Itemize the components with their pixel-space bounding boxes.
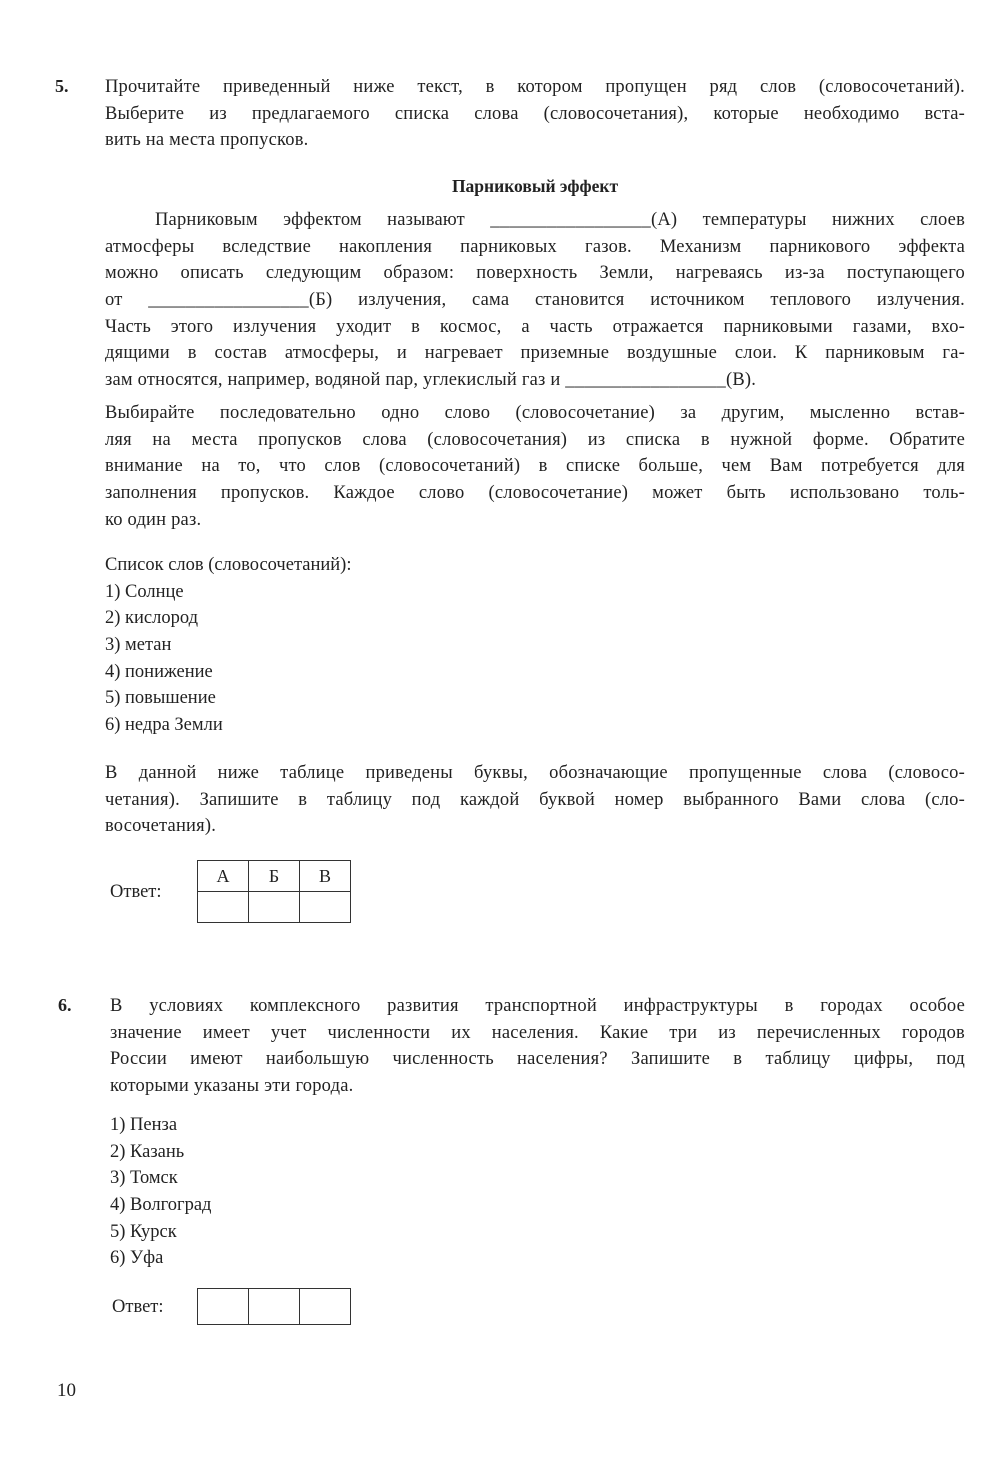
list-item: 4) Волгоград <box>110 1195 212 1216</box>
text-line: четания). Запишите в таблицу под каждой буквой номер выбранного Вами слова (сло- <box>105 789 965 810</box>
text-line: В данной ниже таблице приведены буквы, обозначающие пропущенные слова (словосо- <box>105 763 965 783</box>
list-item: 3) метан <box>105 635 172 656</box>
text-line: дящими в состав атмосферы, и нагревает приземные воздушные слои. К парниковым га- <box>105 343 965 364</box>
list-item: 4) понижение <box>105 661 213 682</box>
question-6-number: 6. <box>58 995 72 1015</box>
list-item: 2) кислород <box>105 608 198 629</box>
list-item: 5) Курск <box>110 1221 177 1242</box>
column-header-b: Б <box>249 861 300 892</box>
text-line: Выберите из предлагаемого списка слова (словосочетания), которые необходимо вста- <box>105 103 965 124</box>
answer-label: Ответ: <box>110 882 162 902</box>
list-item: 1) Пенза <box>110 1115 178 1135</box>
answer-cell-2[interactable] <box>249 1289 300 1325</box>
text-line: ко один раз. <box>105 509 202 530</box>
text-title: Парниковый эффект <box>451 176 619 196</box>
text-line: ляя на места пропусков слова (словосочетания) из списка в нужной форме. Обратите <box>105 429 965 450</box>
list-item: 6) Уфа <box>110 1248 164 1269</box>
text-line: восочетания). <box>105 816 217 837</box>
text-line: Парниковым эффектом называют _________________(А) температуры нижних слоев <box>155 210 965 230</box>
answer-label: Ответ: <box>112 1297 164 1317</box>
list-item: 6) недра Земли <box>105 715 223 736</box>
question-5-intro <box>105 74 965 154</box>
list-header: Список слов (словосочетаний): <box>105 555 352 575</box>
page-number: 10 <box>57 1380 76 1401</box>
list-item: 2) Казань <box>110 1141 185 1162</box>
list-item: 5) повышение <box>105 688 216 709</box>
column-header-a: А <box>198 861 249 892</box>
text-line: зам относятся, например, водяной пар, углекислый газ и _________________(В). <box>105 370 757 391</box>
word-list <box>105 552 965 739</box>
city-list <box>110 1112 970 1272</box>
text-line: заполнения пропусков. Каждое слово (словосочетание) может быть использовано толь- <box>105 483 965 504</box>
instructions <box>105 400 965 533</box>
table-instructions <box>105 760 965 840</box>
list-item: 1) Солнце <box>105 581 184 602</box>
list-item: 3) Томск <box>110 1168 178 1189</box>
question-6-intro <box>110 993 965 1100</box>
answer-cell-3[interactable] <box>300 1289 351 1325</box>
column-header-v: В <box>300 861 351 892</box>
passage <box>105 207 965 394</box>
text-line: которыми указаны эти города. <box>110 1076 354 1097</box>
question-5-number: 5. <box>55 76 69 96</box>
text-line: значение имеет учет численности их населения. Какие три из перечисленных городов <box>110 1022 965 1043</box>
answer-table <box>197 1288 351 1325</box>
text-line: вить на места пропусков. <box>105 130 309 151</box>
text-line: Прочитайте приведенный ниже текст, в котором пропущен ряд слов (словосочетаний). <box>105 77 965 97</box>
text-line: В условиях комплексного развития транспортной инфраструктуры в городах особое <box>110 996 965 1016</box>
answer-table <box>197 860 351 923</box>
text-line: Выбирайте последовательно одно слово (словосочетание) за другим, мысленно встав- <box>105 403 965 423</box>
answer-cell-1[interactable] <box>198 1289 249 1325</box>
answer-cell-a[interactable] <box>198 892 249 923</box>
text-line: можно описать следующим образом: поверхность Земли, нагреваясь из-за поступающего <box>105 263 965 284</box>
text-line: Часть этого излучения уходит в космос, а часть отражается парниковыми газами, вхо- <box>105 316 965 337</box>
text-line: атмосферы вследствие накопления парниковых газов. Механизм парникового эффекта <box>105 236 965 257</box>
text-line: России имеют наибольшую численность населения? Запишите в таблицу цифры, под <box>110 1049 965 1070</box>
answer-cell-v[interactable] <box>300 892 351 923</box>
text-line: от _________________(Б) излучения, сама становится источником теплового излучения. <box>105 290 965 311</box>
text-line: внимание на то, что слов (словосочетаний) в списке больше, чем Вам потребуется для <box>105 456 965 477</box>
answer-cell-b[interactable] <box>249 892 300 923</box>
